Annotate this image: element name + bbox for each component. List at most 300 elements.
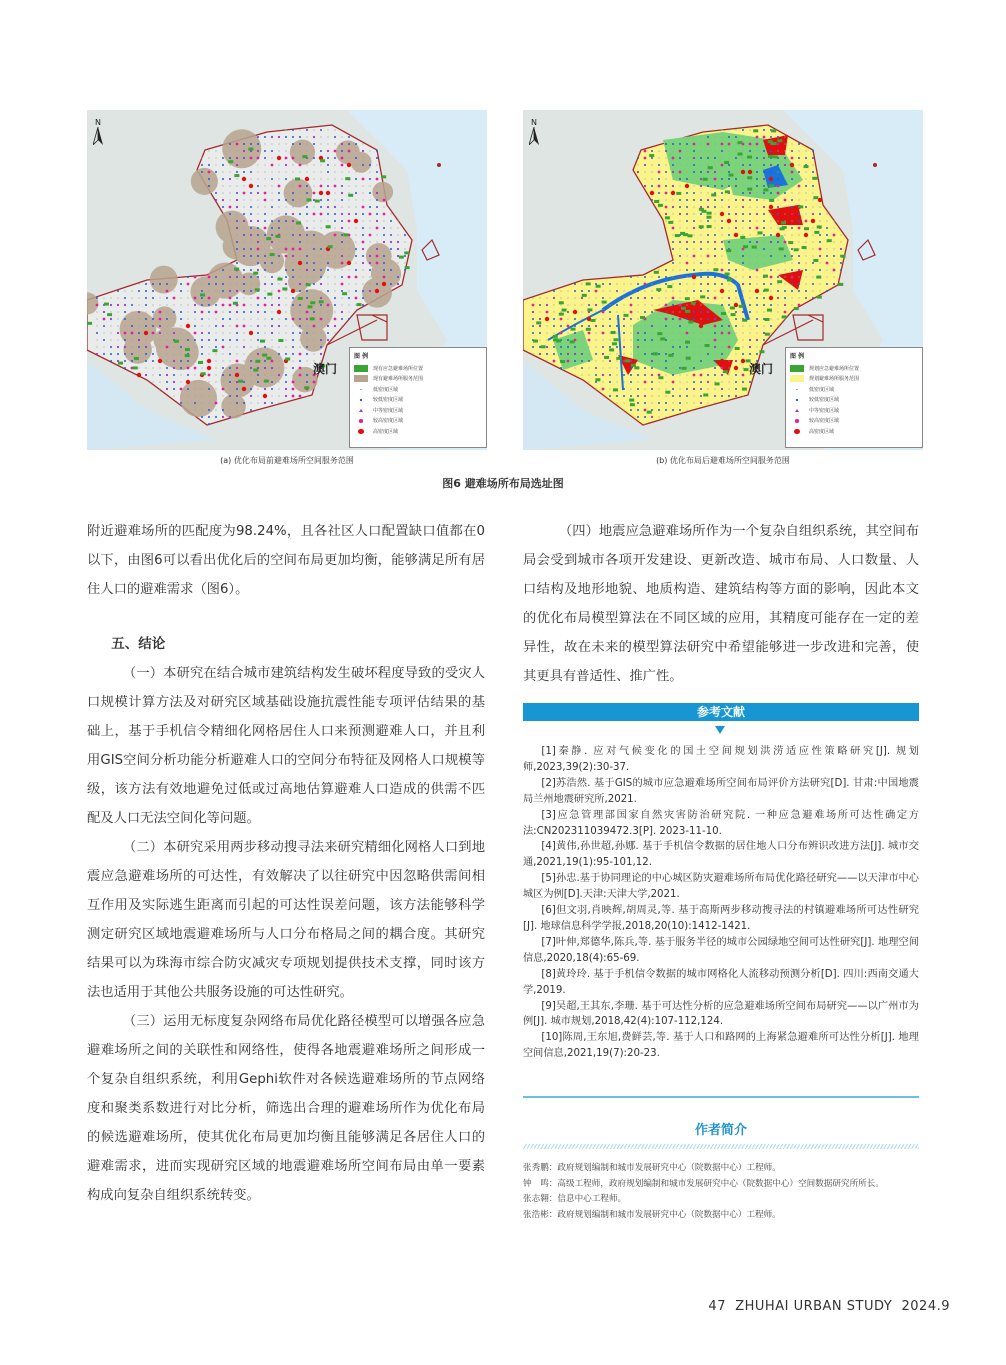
density-point xyxy=(397,248,399,250)
density-point xyxy=(784,255,786,257)
density-point xyxy=(103,311,105,313)
density-point xyxy=(728,381,729,382)
density-point xyxy=(103,297,104,298)
density-point xyxy=(376,276,377,277)
density-point xyxy=(194,297,197,300)
density-point xyxy=(672,150,673,151)
density-point xyxy=(623,388,625,390)
density-point xyxy=(173,346,174,347)
shelter-site xyxy=(660,337,665,340)
density-point xyxy=(539,304,541,306)
density-point xyxy=(341,220,343,222)
density-point xyxy=(278,353,280,355)
density-point xyxy=(728,262,730,264)
density-point xyxy=(644,178,645,179)
density-point xyxy=(672,255,673,256)
density-point xyxy=(819,262,820,263)
page-number: 47 xyxy=(708,1299,726,1314)
density-point xyxy=(672,269,673,270)
density-point xyxy=(714,346,716,348)
density-point xyxy=(693,395,694,396)
density-point xyxy=(285,262,286,263)
density-point xyxy=(749,206,750,207)
density-point xyxy=(665,402,667,404)
shelter-site xyxy=(612,342,617,345)
range-swatch xyxy=(354,375,368,382)
density-point xyxy=(763,325,764,326)
density-point xyxy=(285,248,288,251)
density-point xyxy=(306,192,308,194)
density-point xyxy=(222,269,224,271)
density-point xyxy=(334,192,335,193)
density-point xyxy=(693,311,695,313)
density-point xyxy=(665,283,667,285)
density-point xyxy=(159,374,161,376)
density-point xyxy=(707,388,708,389)
density-point xyxy=(686,374,687,375)
shelter-site xyxy=(590,319,595,322)
density-point xyxy=(784,269,785,270)
density-point xyxy=(665,409,667,411)
density-point xyxy=(152,346,153,347)
density-point xyxy=(341,318,343,320)
density-point xyxy=(229,395,231,397)
density-point xyxy=(313,346,314,347)
shelter-site xyxy=(357,303,362,306)
density-point xyxy=(728,241,730,243)
density-point xyxy=(215,164,216,165)
subcaption-a: (a) 优化布局前避难场所空间服务范围 xyxy=(220,456,354,465)
density-point xyxy=(173,325,174,326)
density-point xyxy=(334,199,335,200)
density-point xyxy=(714,353,715,354)
density-point xyxy=(341,276,343,278)
shelter-site xyxy=(681,367,686,370)
density-point xyxy=(187,311,188,312)
density-point xyxy=(215,409,216,410)
density-point xyxy=(229,367,231,369)
density-point xyxy=(215,346,217,348)
density-point xyxy=(180,283,182,285)
density-point xyxy=(644,290,645,291)
density-point xyxy=(271,178,273,180)
density-point xyxy=(573,310,577,314)
density-point xyxy=(278,325,280,327)
shelter-site xyxy=(326,225,331,228)
density-point xyxy=(644,304,645,305)
shelter-site xyxy=(295,177,300,180)
density-point xyxy=(833,227,834,228)
density-point xyxy=(560,297,561,298)
density-point xyxy=(208,171,211,174)
density-point xyxy=(553,290,555,292)
density-point xyxy=(355,206,356,207)
density-point xyxy=(250,290,252,292)
density-point xyxy=(581,325,583,327)
shelter-site xyxy=(753,129,758,132)
density-point xyxy=(707,276,709,278)
density-point xyxy=(320,311,321,312)
density-point xyxy=(777,150,778,151)
density-point xyxy=(390,276,391,277)
density-point xyxy=(362,185,363,186)
density-point xyxy=(313,185,314,186)
density-point xyxy=(320,129,322,131)
density-point xyxy=(186,324,190,328)
shelter-site xyxy=(399,256,404,259)
density-point xyxy=(264,157,266,159)
reference-item: [4]黄伟,孙世超,孙娜. 基于手机信令数据的居住地人口分布辨识改进方法[J]. 城市交通,2021,19(1):95-101,12. xyxy=(523,841,919,869)
density-point xyxy=(124,339,126,341)
density-point xyxy=(299,164,302,167)
density-point xyxy=(665,374,666,375)
density-point xyxy=(672,199,673,200)
density-point xyxy=(735,129,736,130)
density-point xyxy=(264,262,266,264)
density-point xyxy=(728,297,730,299)
density-point xyxy=(644,185,646,187)
density-point xyxy=(644,381,647,384)
density-point xyxy=(208,178,210,180)
shelter-site xyxy=(765,333,770,336)
density-point xyxy=(292,248,295,251)
shelter-site xyxy=(731,313,736,316)
density-point xyxy=(742,276,743,277)
density-point xyxy=(299,360,301,362)
density-point xyxy=(770,255,772,257)
density-point xyxy=(623,395,625,397)
density-point xyxy=(602,360,603,361)
density-point xyxy=(637,360,638,361)
density-point xyxy=(257,353,259,355)
density-point xyxy=(728,332,731,335)
density-point xyxy=(292,255,294,257)
density-point xyxy=(383,255,385,257)
density-point xyxy=(749,192,751,194)
density-point xyxy=(292,269,294,271)
density-point xyxy=(574,304,575,305)
density-point xyxy=(271,192,272,193)
density-point xyxy=(707,290,709,292)
density-point xyxy=(215,339,217,341)
density-point xyxy=(194,346,195,347)
density-point xyxy=(110,318,112,320)
density-point xyxy=(215,402,218,405)
density-point xyxy=(138,304,139,305)
density-point xyxy=(110,353,112,355)
density-point xyxy=(348,248,349,249)
density-point xyxy=(278,164,279,165)
density-point xyxy=(362,227,364,229)
density-point xyxy=(756,241,758,243)
density-point xyxy=(152,367,153,368)
density-point xyxy=(229,388,230,389)
density-point xyxy=(560,311,561,312)
shelter-site xyxy=(602,301,607,304)
density-point xyxy=(700,360,702,362)
density-point xyxy=(749,241,751,243)
shelter-site xyxy=(253,369,258,372)
density-point xyxy=(292,283,293,284)
density-point xyxy=(320,178,321,179)
shelter-site xyxy=(277,278,282,281)
density-point xyxy=(271,325,273,327)
density-point xyxy=(229,269,230,270)
density-point xyxy=(397,262,398,263)
density-point xyxy=(250,136,251,137)
hatch-divider xyxy=(523,1144,919,1149)
density-point xyxy=(769,296,773,300)
page-footer xyxy=(690,1299,950,1314)
density-point xyxy=(770,220,771,221)
density-point xyxy=(320,185,323,188)
density-point xyxy=(644,171,645,172)
density-point xyxy=(362,269,363,270)
density-point xyxy=(686,213,688,215)
density-point xyxy=(784,297,786,299)
density-point xyxy=(327,136,328,137)
density-point xyxy=(728,143,731,146)
density-point xyxy=(671,191,675,195)
density-point xyxy=(665,199,666,200)
density-point xyxy=(630,381,632,383)
density-point xyxy=(707,171,709,173)
density-point xyxy=(805,206,807,208)
density-point xyxy=(250,269,252,271)
shelter-site xyxy=(699,208,704,211)
density-point xyxy=(292,143,294,145)
density-point xyxy=(243,227,244,228)
density-point xyxy=(665,388,666,389)
density-point xyxy=(756,178,758,180)
density-point xyxy=(194,409,195,410)
density-point xyxy=(630,325,631,326)
density-point xyxy=(749,185,750,186)
density-point xyxy=(194,339,196,341)
density-point xyxy=(735,325,737,327)
density-point xyxy=(693,402,694,403)
density-point xyxy=(299,136,301,138)
shelter-site xyxy=(613,388,618,391)
density-point xyxy=(595,353,597,355)
density-point xyxy=(777,143,779,145)
density-point xyxy=(277,156,281,160)
density-point xyxy=(278,150,279,151)
density-point xyxy=(700,353,701,354)
density-point xyxy=(567,360,570,363)
density-point xyxy=(672,206,674,208)
density-point xyxy=(686,136,687,137)
density-point xyxy=(742,136,743,137)
density-point xyxy=(236,339,238,341)
density-point xyxy=(334,325,336,327)
density-point xyxy=(644,150,647,153)
density-point xyxy=(236,332,238,334)
density-point xyxy=(249,331,253,335)
density-point xyxy=(707,192,708,193)
density-point xyxy=(285,318,287,320)
density-point xyxy=(194,283,195,284)
density-point xyxy=(805,255,806,256)
density-point xyxy=(131,346,132,347)
density-point xyxy=(257,192,259,194)
density-point xyxy=(166,297,168,299)
shelter-site xyxy=(707,225,712,228)
density-point xyxy=(595,290,598,293)
density-point xyxy=(721,325,723,327)
shelter-site xyxy=(264,380,269,383)
density-point xyxy=(299,185,302,188)
density-point xyxy=(285,269,287,271)
shelter-site xyxy=(813,259,818,262)
density-point xyxy=(763,192,765,194)
density-point xyxy=(271,150,273,152)
density-point xyxy=(728,136,730,138)
density-point xyxy=(96,325,97,326)
density-point xyxy=(229,374,231,376)
density-point xyxy=(334,136,336,138)
references-title: 参考文献 xyxy=(523,703,919,721)
density-point xyxy=(285,346,286,347)
shelter-site xyxy=(721,312,726,315)
shelter-site xyxy=(630,403,635,406)
density-point xyxy=(658,353,660,355)
shelter-site xyxy=(319,300,324,303)
density-point xyxy=(707,150,708,151)
density-point xyxy=(707,283,709,285)
density-point xyxy=(686,346,688,348)
density-point xyxy=(672,241,674,243)
reference-item: [7]叶伸,郑德华,陈兵,等. 基于服务半径的城市公园绿地空间可达性研究[J]. 地理空间信息,2020,18(4):65-69. xyxy=(523,936,919,964)
density-point xyxy=(665,269,667,271)
density-point xyxy=(285,276,287,278)
density-point xyxy=(278,255,280,257)
density-point xyxy=(271,297,272,298)
density-point xyxy=(257,283,258,284)
density-point xyxy=(763,157,765,159)
density-point xyxy=(159,367,160,368)
reference-item: [3]应急管理部国家自然灾害防治研究院. 一种应急避难场所可达性确定方法:CN202311039472.3[P]. 2023-11-10. xyxy=(523,809,919,837)
density-point xyxy=(539,325,541,327)
right-column xyxy=(523,517,919,691)
density-point xyxy=(686,339,687,340)
density-point xyxy=(96,339,97,340)
density-point xyxy=(264,241,265,242)
density-point xyxy=(355,255,357,257)
density-point xyxy=(776,233,780,237)
density-point xyxy=(131,353,133,355)
shelter-site xyxy=(541,345,546,348)
density-point xyxy=(299,157,300,158)
density-point xyxy=(763,248,765,250)
density-point xyxy=(693,220,695,222)
density-point xyxy=(320,206,322,208)
density-point xyxy=(383,220,384,221)
density-point xyxy=(362,150,364,152)
density-point xyxy=(187,402,188,403)
density-point xyxy=(285,367,286,368)
density-point xyxy=(285,353,287,355)
density-point xyxy=(756,185,758,187)
density-point xyxy=(784,283,785,284)
density-point xyxy=(644,283,647,286)
density-point xyxy=(243,157,245,159)
density-point xyxy=(595,304,597,306)
density-point xyxy=(546,325,547,326)
density-point xyxy=(320,290,321,291)
shelter-site xyxy=(767,309,772,312)
density-point xyxy=(679,199,681,201)
density-point xyxy=(707,262,708,263)
density-point xyxy=(609,395,611,397)
density-point xyxy=(707,255,710,258)
density-point xyxy=(292,276,294,278)
density-point xyxy=(180,360,182,362)
density-point xyxy=(278,136,280,138)
density-point xyxy=(742,164,744,166)
shelter-site xyxy=(133,366,138,369)
density-point xyxy=(588,332,591,335)
density-point xyxy=(257,241,259,243)
density-point xyxy=(756,143,759,146)
shelter-site xyxy=(553,335,558,338)
density-point xyxy=(355,178,357,180)
density-point xyxy=(826,248,827,249)
density-point xyxy=(728,157,729,158)
issue: 2024.9 xyxy=(901,1299,950,1314)
density-point xyxy=(243,311,245,313)
density-point xyxy=(292,304,294,306)
density-point xyxy=(686,325,687,326)
density-point xyxy=(749,220,751,222)
density-point xyxy=(180,290,182,292)
density-point xyxy=(826,283,828,285)
density-point xyxy=(602,325,604,327)
density-point xyxy=(769,205,773,209)
paragraph: （三）运用无标度复杂网络布局优化路径模型可以增强各应急避难场所之间的关联性和网络性，使得各地震避难场所之间形成一个复杂自组织系统，利用Gephi软件对各候选避难场所的节点网络度和聚类系数进行对比分析，筛选出合理的避难场所作为优化布局的候选避难场所，使其优化布局更加均衡且能够满足各居住人口的避难需求，进而实现研究区域的地震避难场所空间布局由单一要素构成向复杂自组织系统转变。 xyxy=(87,1014,485,1203)
density-point xyxy=(728,283,729,284)
density-point xyxy=(742,178,743,179)
density-point xyxy=(742,234,743,235)
density-point xyxy=(728,353,729,354)
density-point xyxy=(222,381,223,382)
density-point xyxy=(735,269,737,271)
map-legend xyxy=(785,347,923,448)
density-point xyxy=(257,388,258,389)
density-point xyxy=(292,178,293,179)
density-point xyxy=(805,241,806,242)
density-point xyxy=(201,332,203,334)
legend-title: 图 例 xyxy=(354,353,369,360)
density-point xyxy=(805,150,806,151)
density-point xyxy=(749,129,750,130)
density-point xyxy=(616,353,617,354)
density-point xyxy=(180,353,181,354)
density-point xyxy=(686,220,688,222)
density-point xyxy=(166,332,167,333)
density-point xyxy=(208,381,209,382)
density-point xyxy=(242,177,246,181)
density-point xyxy=(236,346,237,347)
paragraph: 附近避难场所的匹配度为98.24%，且各社区人口配置缺口值都在0以下，由图6可以看出优化后的空间布局更加均衡，能够满足所有居住人口的避难需求（图6）。 xyxy=(87,524,485,597)
density-point xyxy=(770,262,771,263)
shelter-site xyxy=(668,354,673,357)
density-point xyxy=(812,150,814,152)
shelter-site xyxy=(686,357,691,360)
density-point xyxy=(714,325,717,328)
density-point xyxy=(271,185,272,186)
density-point xyxy=(567,297,568,298)
